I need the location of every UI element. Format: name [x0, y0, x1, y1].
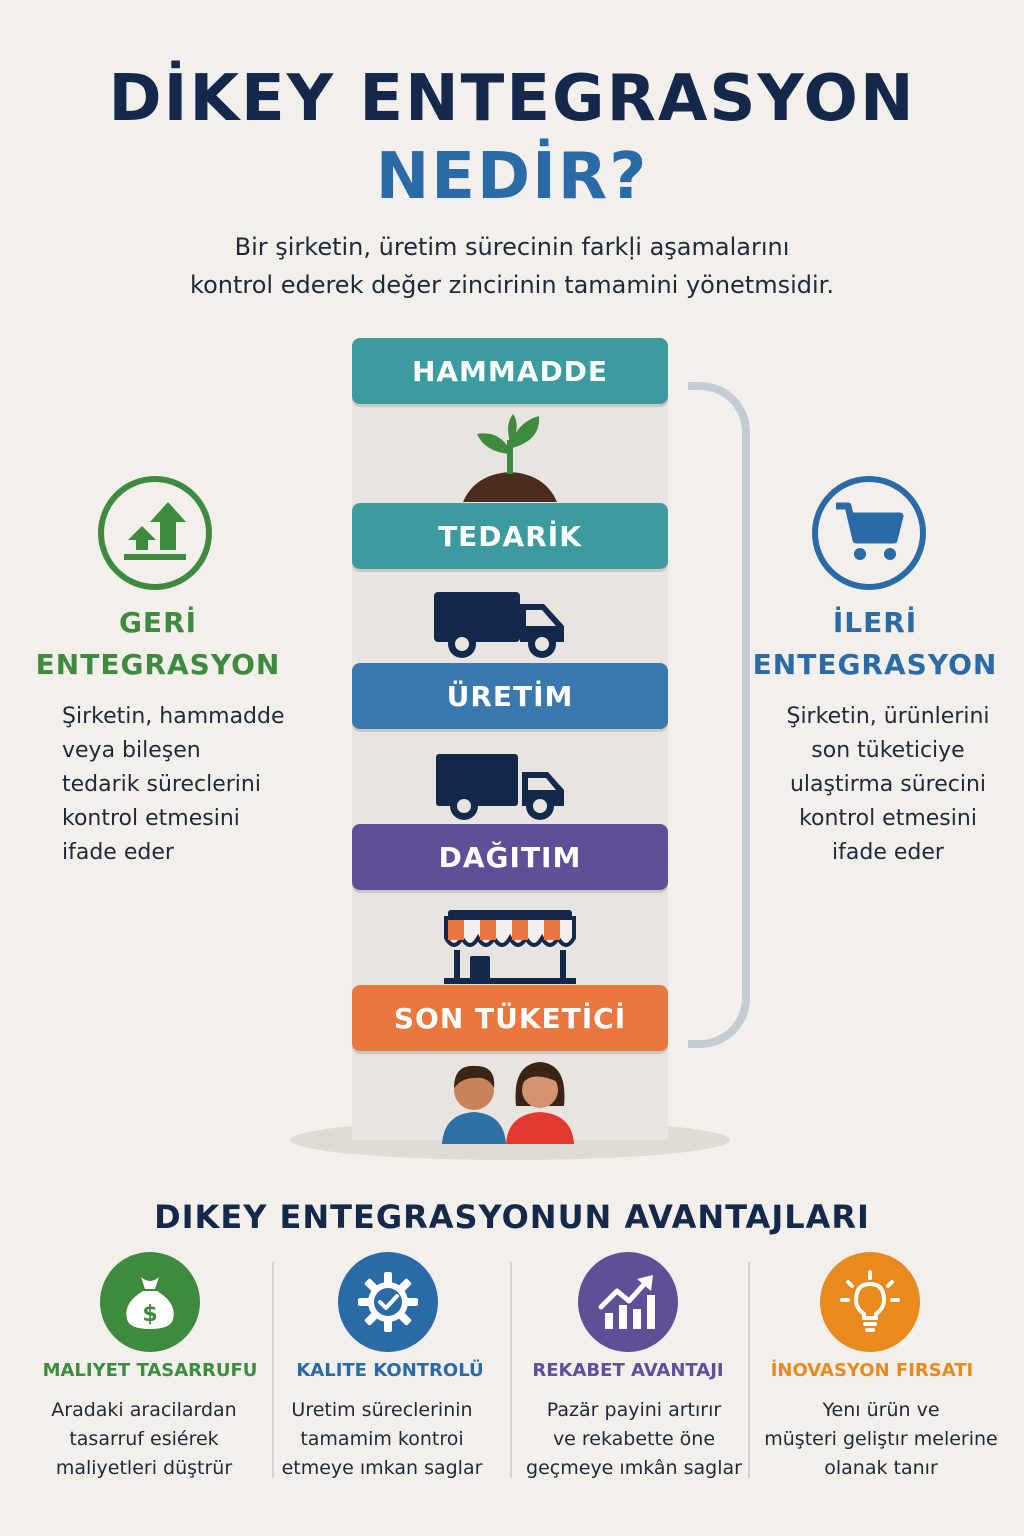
backward-integration-description [62, 700, 312, 870]
advantage-desc-line: Uretim süreclerinin [291, 1399, 473, 1421]
advantage-desc-line: müşteri geliştır melerine [764, 1428, 998, 1450]
subtitle-line-1: Bir şirketin, üretim sürecinin farkḷi aşamalarını [234, 233, 790, 261]
subtitle-line-2: kontrol ederek değer zincirinin tamamini yönetmsidir. [190, 271, 834, 299]
forward-title-line-2: ENTEGRASYON [752, 648, 998, 681]
backward-title-line-1: GERİ [118, 606, 198, 639]
customers-icon [440, 1054, 580, 1148]
truck-icon [434, 752, 568, 826]
advantage-desc-line: Yenı ürün ve [822, 1399, 940, 1421]
forward-desc-line: ifade eder [832, 840, 944, 865]
forward-title-line-1: İLERİ [832, 606, 918, 639]
forward-desc-line: Şirketin, ürünlerini [786, 704, 990, 729]
forward-integration-description [768, 700, 1008, 870]
stage-son-tuketici: SON TÜKETİCİ [352, 985, 668, 1051]
forward-desc-line: son tüketiciye [811, 738, 965, 763]
backward-title-line-2: ENTEGRASYON [35, 648, 281, 681]
advantage-desc-line: tasarruf esiérek [69, 1428, 219, 1450]
van-icon [432, 588, 568, 664]
stage-hammadde: HAMMADDE [352, 338, 668, 404]
advantage-title-maliyet: MALIYET TASARRUFU [42, 1360, 258, 1381]
advantage-title-inovasyon: İNOVASYON FIRSATI [770, 1360, 974, 1381]
backward-desc-line: Şirketin, hammadde [62, 704, 285, 729]
storefront-icon [440, 908, 580, 988]
value-chain-bracket [688, 382, 750, 1048]
backward-desc-line: veya bileşen [62, 738, 201, 763]
advantage-desc-line: maliyetleri düştrür [55, 1457, 233, 1479]
forward-desc-line: kontrol etmesini [799, 806, 977, 831]
advantage-title-rekabet: REKABET AVANTAJI [532, 1360, 724, 1381]
money-bag-icon [100, 1252, 200, 1352]
backward-desc-line: tedarik süreclerini [62, 772, 261, 797]
advantage-desc-line: etmeye ımkan saglar [281, 1457, 483, 1479]
stage-uretim: ÜRETİM [352, 663, 668, 729]
stage-dagitim: DAĞITIM [352, 824, 668, 890]
growth-chart-icon [578, 1252, 678, 1352]
gear-check-icon [338, 1252, 438, 1352]
lightbulb-icon [820, 1252, 920, 1352]
arrows-up-icon [122, 500, 188, 566]
sprout-icon [455, 412, 565, 508]
advantage-title-kalite: KALITE KONTROLÜ [296, 1360, 484, 1381]
shopping-cart-icon [834, 500, 904, 566]
forward-desc-line: ulaştirma sürecini [789, 772, 987, 797]
backward-integration-badge [98, 476, 212, 590]
backward-desc-line: ifade eder [62, 840, 174, 865]
advantage-desc-rekabet [514, 1396, 754, 1483]
subtitle [112, 228, 912, 304]
advantage-desc-maliyet [24, 1396, 264, 1483]
svg-text:$: $ [142, 1302, 158, 1327]
advantage-desc-line: ve rekabette öne [552, 1428, 716, 1450]
advantage-desc-line: olanak tanır [824, 1457, 938, 1479]
stage-tedarik: TEDARİK [352, 503, 668, 569]
advantage-desc-inovasyon [756, 1396, 1006, 1483]
advantage-desc-line: tamamim kontroi [300, 1428, 464, 1450]
advantage-desc-line: Aradaki aracilardan [51, 1399, 237, 1421]
forward-integration-title [744, 602, 1006, 686]
advantages-heading: DIKEY ENTEGRASYONUN AVANTAJLARI [154, 1198, 870, 1236]
advantage-desc-line: Pazär payini artırır [546, 1399, 722, 1421]
page-title: DİKEY ENTEGRASYON [108, 62, 916, 136]
forward-integration-badge [812, 476, 926, 590]
backward-desc-line: kontrol etmesini [62, 806, 240, 831]
backward-integration-title [20, 602, 296, 686]
advantage-desc-line: geçmeye ımkân saglar [526, 1457, 742, 1479]
page-title-question: NEDİR? [375, 140, 649, 214]
advantage-desc-kalite [262, 1396, 502, 1483]
